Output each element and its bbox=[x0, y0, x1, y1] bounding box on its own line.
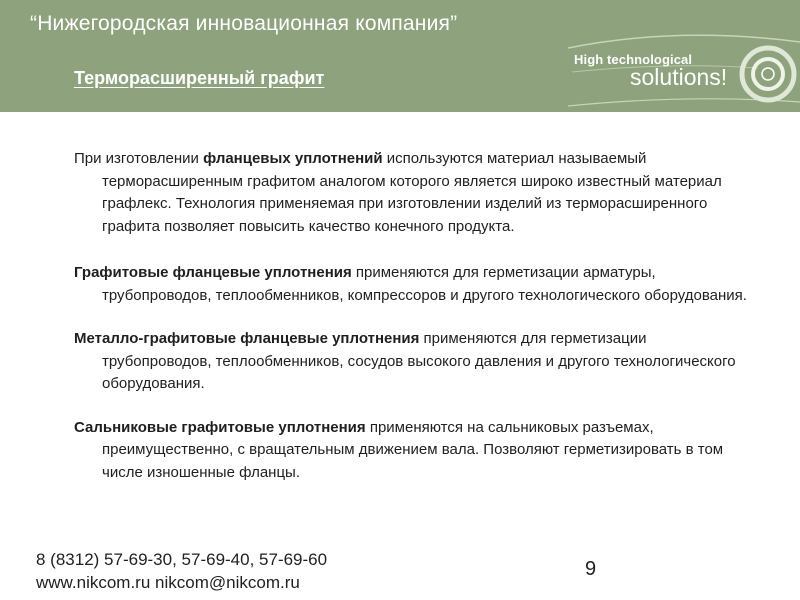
footer-web-email: www.nikcom.ru nikcom@nikcom.ru bbox=[36, 573, 300, 592]
paragraph-1-bold: фланцевых уплотнений bbox=[203, 150, 383, 167]
logo-text-main: solutions! bbox=[630, 64, 728, 90]
body-content bbox=[74, 148, 754, 505]
footer-phones: 8 (8312) 57-69-30, 57-69-40, 57-69-60 bbox=[36, 550, 328, 569]
company-title: “Нижегородская инновационная компания” bbox=[30, 12, 458, 35]
header-band bbox=[0, 0, 800, 112]
paragraph-4 bbox=[74, 417, 754, 485]
company-logo bbox=[568, 32, 800, 112]
logo-text-top: High technological bbox=[574, 52, 693, 67]
slide-title: Терморасширенный графит bbox=[74, 68, 325, 88]
page-number: 9 bbox=[585, 558, 597, 580]
paragraph-4-bold: Сальниковые графитовые уплотнения bbox=[74, 418, 366, 436]
paragraph-2-bold: Графитовые фланцевые уплотнения bbox=[74, 264, 352, 281]
paragraph-4-text: применяются на сальниковых разъемах, преимущественно, с вращательным движением вала. Позволяют герметизировать в том числе изношенные фланцы. bbox=[102, 418, 724, 481]
paragraph-3-bold: Металло-графитовые фланцевые уплотнения bbox=[74, 330, 420, 347]
paragraph-3-text: применяются для герметизации трубопроводов, теплообменников, сосудов высокого давления и другого технологического оборудования. bbox=[102, 330, 736, 392]
paragraph-1 bbox=[74, 148, 754, 238]
paragraph-1-lead: При изготовлении bbox=[74, 150, 204, 167]
paragraph-3 bbox=[74, 328, 754, 396]
paragraph-2-text: применяются для герметизации арматуры, трубопроводов, теплообменников, компрессоров и другого технологического оборудования. bbox=[102, 264, 747, 304]
paragraph-2 bbox=[74, 262, 754, 307]
paragraph-1-text: используются материал называемый терморасширенным графитом аналогом которого является широко известный материал графлекс. Технология применяемая при изготовлении изделий из терморасширенного графита позволяет повысить качество конечного продукта. bbox=[102, 150, 722, 235]
footer-contacts bbox=[36, 548, 327, 594]
